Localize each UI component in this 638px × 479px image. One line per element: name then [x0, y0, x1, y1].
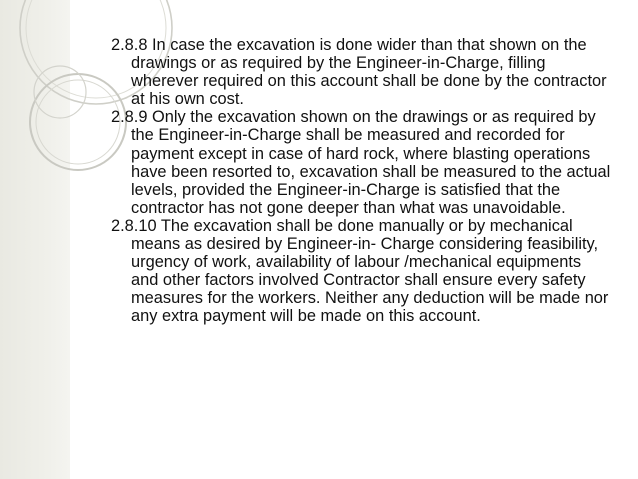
clause-2-8-9: 2.8.9 Only the excavation shown on the drawings or as required by the Engineer-in-Charge shall be measured and recorded for payment except in case of hard rock, where blasting operations have been resorted to, excavation shall be measured to the actual levels, provided the Engineer-in-Charge is satisfied that the contractor has not gone deeper than what was unavoidable. — [111, 108, 611, 217]
slide-body — [111, 36, 611, 326]
ring-medium-inner — [36, 80, 120, 164]
clause-2-8-10: 2.8.10 The excavation shall be done manually or by mechanical means as desired by Engineer-in- Charge considering feasibility, urgency of work, availability of labour /mechanical equipments and other factors involved Contractor shall ensure every safety measures for the workers. Neither any deduction will be made nor any extra payment will be made on this account. — [111, 216, 609, 326]
clause-2-8-8: 2.8.8 In case the excavation is done wider than that shown on the drawings or as required by the Engineer-in-Charge, filling wherever required on this account shall be done by the contractor at his own cost. — [111, 36, 607, 109]
